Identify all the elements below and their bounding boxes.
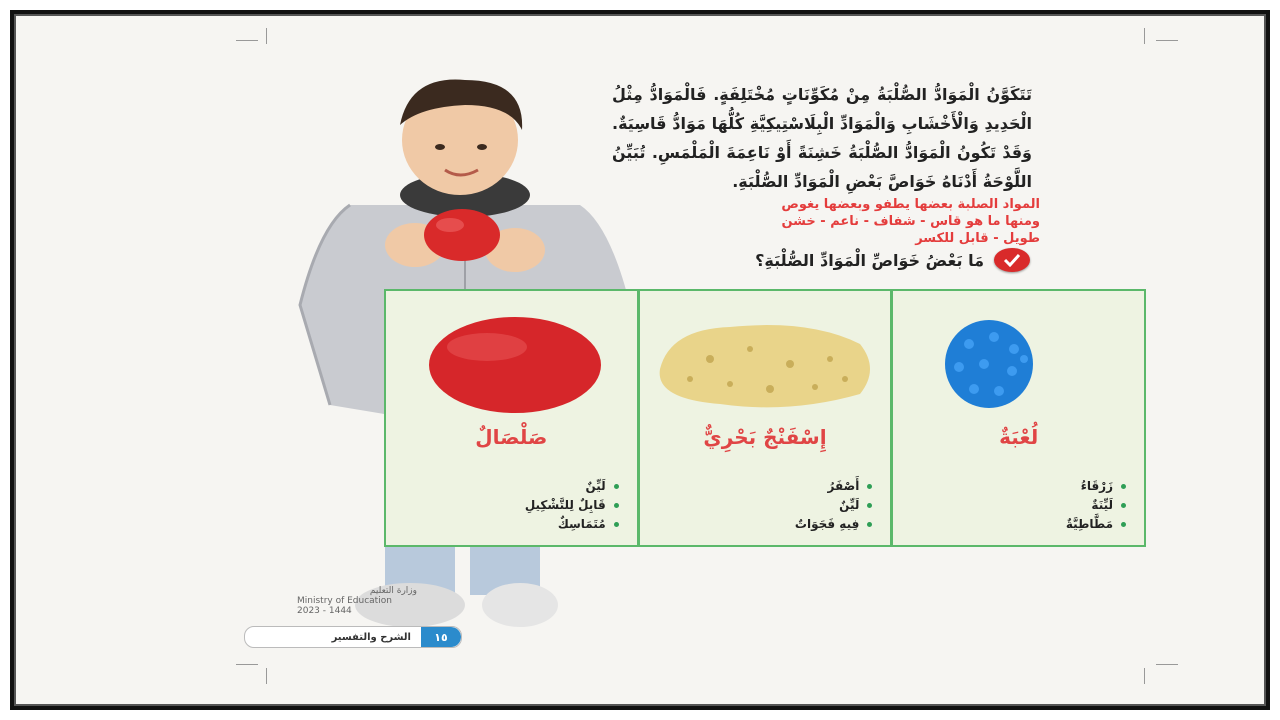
property-item: أَصْفَرُ [795, 477, 872, 496]
handwritten-note [600, 196, 1040, 247]
material-name: صَلْصَالٌ [475, 425, 548, 449]
property-item: زَرْقَاءُ [1066, 477, 1126, 496]
property-item: لَيِّنَةٌ [1066, 496, 1126, 515]
logo-line: Ministry of Education [297, 596, 392, 606]
crop-mark [266, 28, 267, 44]
crop-mark [1156, 40, 1178, 41]
property-item: مَطَّاطِيَّةٌ [1066, 515, 1126, 534]
crop-mark [236, 664, 258, 665]
property-list [795, 477, 872, 534]
crop-mark [1156, 664, 1178, 665]
property-item: مُتَمَاسِكٌ [525, 515, 619, 534]
material-column [386, 291, 637, 545]
crop-mark [266, 668, 267, 684]
note-line: طويل - قابل للكسر [915, 231, 1040, 246]
property-list [525, 477, 619, 534]
logo-line: وزارة التعليم [369, 586, 417, 596]
material-column [890, 291, 1144, 545]
sponge-image [640, 309, 890, 419]
crop-mark [236, 40, 258, 41]
spiky-ball-image [894, 309, 1144, 419]
page-number: ١٥ [421, 627, 461, 647]
question-row [700, 247, 1030, 273]
crop-mark [1144, 28, 1145, 44]
property-item: قَابِلٌ لِلتَّشْكِيلِ [525, 496, 619, 515]
question-text: مَا بَعْضُ خَوَاصِّ الْمَوَادِّ الصُّلْبَةِ؟ [755, 250, 984, 270]
page-footer [244, 626, 462, 648]
property-item: لَيِّنٌ [795, 496, 872, 515]
intro-paragraph: تَتَكَوَّنُ الْمَوَادُّ الصُّلْبَةُ مِنْ مُكَوِّنَاتٍ مُخْتَلِفَةٍ. فَالْمَوَادُّ مِثْلُ الْحَدِيدِ وَالْأَخْشَابِ وَالْمَوَادِّ الْبِلَاسْتِيكِيَّةِ كُلُّهَا مَوَادُّ قَاسِيَةٌ. وَقَدْ تَكُونُ الْمَوَادُّ الصُّلْبَةُ خَشِنَةً أَوْ نَاعِمَةَ الْمَلْمَسِ. تُبَيِّنُ اللَّوْحَةُ أَدْنَاهُ خَوَاصَّ بَعْضِ الْمَوَادِّ الصُّلْبَةِ. [612, 85, 1032, 191]
clay-image [387, 309, 637, 419]
property-item: لَيِّنٌ [525, 477, 619, 496]
property-item: فِيهِ فَجَوَاتٌ [795, 515, 872, 534]
unit-label: الشرح والتفسير [331, 631, 411, 643]
property-list [1066, 477, 1126, 534]
check-icon [994, 248, 1030, 272]
material-name: لُعْبَةٌ [999, 425, 1039, 449]
material-column [637, 291, 891, 545]
logo-line: 2023 - 1444 [297, 606, 352, 616]
note-line: ومنها ما هو قاس - شفاف - ناعم - خشن [781, 214, 1040, 229]
materials-table [384, 289, 1146, 547]
note-line: المواد الصلبة بعضها يطفو وبعضها يغوص [781, 197, 1040, 212]
material-name: إِسْفَنْجٌ بَحْرِيٌّ [703, 425, 827, 449]
crop-mark [1144, 668, 1145, 684]
